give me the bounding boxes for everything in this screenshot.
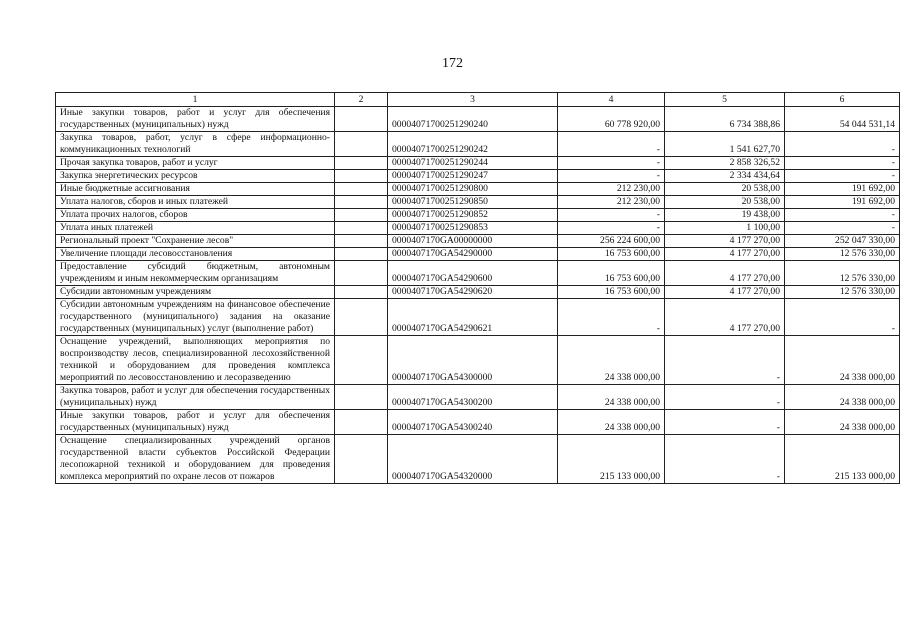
row-value-5: 4 177 270,00 bbox=[665, 261, 785, 286]
row-value-5: 4 177 270,00 bbox=[665, 235, 785, 248]
row-value-4: 256 224 600,00 bbox=[558, 235, 665, 248]
row-value-4: 24 338 000,00 bbox=[558, 410, 665, 435]
table-row bbox=[56, 157, 900, 170]
budget-table bbox=[55, 92, 900, 484]
row-name: Иные закупки товаров, работ и услуг для обеспечения государственных (муниципальных) нужд bbox=[56, 410, 335, 435]
row-code: 0000407170GA54290600 bbox=[388, 261, 558, 286]
row-value-4: 16 753 600,00 bbox=[558, 286, 665, 299]
row-group bbox=[335, 410, 388, 435]
row-value-4: - bbox=[558, 299, 665, 336]
row-code: 00004071700251290850 bbox=[388, 196, 558, 209]
row-code: 00004071700251290852 bbox=[388, 209, 558, 222]
row-value-6: 12 576 330,00 bbox=[785, 248, 900, 261]
row-value-4: - bbox=[558, 132, 665, 157]
row-name: Закупка товаров, работ, услуг в сфере информационно-коммуникационных технологий bbox=[56, 132, 335, 157]
table-row bbox=[56, 183, 900, 196]
row-value-5: - bbox=[665, 385, 785, 410]
row-group bbox=[335, 132, 388, 157]
row-name: Иные бюджетные ассигнования bbox=[56, 183, 335, 196]
row-value-5: 2 334 434,64 bbox=[665, 170, 785, 183]
row-value-4: 212 230,00 bbox=[558, 183, 665, 196]
row-value-4: 16 753 600,00 bbox=[558, 248, 665, 261]
row-code: 0000407170GA00000000 bbox=[388, 235, 558, 248]
row-value-5: 1 100,00 bbox=[665, 222, 785, 235]
row-group bbox=[335, 209, 388, 222]
row-code: 00004071700251290240 bbox=[388, 107, 558, 132]
table-row bbox=[56, 107, 900, 132]
row-name: Прочая закупка товаров, работ и услуг bbox=[56, 157, 335, 170]
header-col-3: 3 bbox=[388, 93, 558, 107]
row-value-4: - bbox=[558, 222, 665, 235]
row-group bbox=[335, 107, 388, 132]
row-code: 00004071700251290244 bbox=[388, 157, 558, 170]
row-group bbox=[335, 248, 388, 261]
row-group bbox=[335, 299, 388, 336]
row-name: Уплата налогов, сборов и иных платежей bbox=[56, 196, 335, 209]
table-row bbox=[56, 248, 900, 261]
row-group bbox=[335, 435, 388, 484]
header-col-1: 1 bbox=[56, 93, 335, 107]
row-value-5: 20 538,00 bbox=[665, 196, 785, 209]
table-row bbox=[56, 286, 900, 299]
row-value-6: 191 692,00 bbox=[785, 196, 900, 209]
header-col-4: 4 bbox=[558, 93, 665, 107]
row-group bbox=[335, 222, 388, 235]
row-name: Уплата иных платежей bbox=[56, 222, 335, 235]
row-group bbox=[335, 385, 388, 410]
row-code: 0000407170GA54290621 bbox=[388, 299, 558, 336]
row-value-6: - bbox=[785, 157, 900, 170]
row-name: Предоставление субсидий бюджетным, автономным учреждениям и иным некоммерческим организациям bbox=[56, 261, 335, 286]
table-row bbox=[56, 410, 900, 435]
row-value-5: 4 177 270,00 bbox=[665, 299, 785, 336]
row-name: Увеличение площади лесовосстановления bbox=[56, 248, 335, 261]
row-value-5: 4 177 270,00 bbox=[665, 248, 785, 261]
row-value-4: 16 753 600,00 bbox=[558, 261, 665, 286]
row-code: 0000407170GA54290620 bbox=[388, 286, 558, 299]
row-code: 0000407170GA54300240 bbox=[388, 410, 558, 435]
row-value-6: - bbox=[785, 132, 900, 157]
row-value-4: - bbox=[558, 157, 665, 170]
row-code: 0000407170GA54300000 bbox=[388, 336, 558, 385]
row-name: Закупка товаров, работ и услуг для обеспечения государственных (муниципальных) нужд bbox=[56, 385, 335, 410]
row-value-5: - bbox=[665, 410, 785, 435]
table-row bbox=[56, 209, 900, 222]
row-value-4: 215 133 000,00 bbox=[558, 435, 665, 484]
row-name: Закупка энергетических ресурсов bbox=[56, 170, 335, 183]
row-value-5: - bbox=[665, 336, 785, 385]
row-code: 00004071700251290853 bbox=[388, 222, 558, 235]
row-value-6: 12 576 330,00 bbox=[785, 261, 900, 286]
row-group bbox=[335, 336, 388, 385]
row-group bbox=[335, 196, 388, 209]
row-name: Региональный проект "Сохранение лесов" bbox=[56, 235, 335, 248]
row-value-4: 212 230,00 bbox=[558, 196, 665, 209]
row-value-5: - bbox=[665, 435, 785, 484]
row-code: 0000407170GA54300200 bbox=[388, 385, 558, 410]
row-name: Оснащение учреждений, выполняющих мероприятия по воспроизводству лесов, специализированной лесохозяйственной техникой и оборудованием для проведения комплекса мероприятий по лесовосстановлению и лесоразведению bbox=[56, 336, 335, 385]
row-group bbox=[335, 286, 388, 299]
header-col-6: 6 bbox=[785, 93, 900, 107]
header-col-2: 2 bbox=[335, 93, 388, 107]
row-value-6: 191 692,00 bbox=[785, 183, 900, 196]
row-value-6: 54 044 531,14 bbox=[785, 107, 900, 132]
row-value-5: 1 541 627,70 bbox=[665, 132, 785, 157]
row-value-4: 24 338 000,00 bbox=[558, 385, 665, 410]
row-name: Оснащение специализированных учреждений органов государственной власти субъектов Российской Федерации лесопожарной техникой и оборудованием для проведения комплекса мероприятий по охране лесов от пожаров bbox=[56, 435, 335, 484]
row-group bbox=[335, 235, 388, 248]
row-value-5: 19 438,00 bbox=[665, 209, 785, 222]
row-group bbox=[335, 157, 388, 170]
row-value-6: 24 338 000,00 bbox=[785, 385, 900, 410]
page-number: 172 bbox=[442, 56, 463, 71]
row-code: 0000407170GA54320000 bbox=[388, 435, 558, 484]
row-value-4: - bbox=[558, 170, 665, 183]
row-name: Субсидии автономным учреждениям bbox=[56, 286, 335, 299]
table-row bbox=[56, 385, 900, 410]
row-value-4: 24 338 000,00 bbox=[558, 336, 665, 385]
row-group bbox=[335, 261, 388, 286]
row-group bbox=[335, 183, 388, 196]
header-row bbox=[56, 93, 900, 107]
table-row bbox=[56, 235, 900, 248]
row-value-6: 215 133 000,00 bbox=[785, 435, 900, 484]
row-value-6: 12 576 330,00 bbox=[785, 286, 900, 299]
row-value-6: - bbox=[785, 299, 900, 336]
row-group bbox=[335, 170, 388, 183]
row-name: Субсидии автономным учреждениям на финансовое обеспечение государственного (муниципального) задания на оказание государственных (муниципальных) услуг (выполнение работ) bbox=[56, 299, 335, 336]
table-row bbox=[56, 196, 900, 209]
row-code: 00004071700251290800 bbox=[388, 183, 558, 196]
table-row bbox=[56, 435, 900, 484]
row-value-6: 24 338 000,00 bbox=[785, 410, 900, 435]
row-value-6: 252 047 330,00 bbox=[785, 235, 900, 248]
row-code: 00004071700251290242 bbox=[388, 132, 558, 157]
table-row bbox=[56, 132, 900, 157]
row-value-5: 2 858 326,52 bbox=[665, 157, 785, 170]
table-row bbox=[56, 222, 900, 235]
row-value-5: 20 538,00 bbox=[665, 183, 785, 196]
table-row bbox=[56, 336, 900, 385]
table-row bbox=[56, 261, 900, 286]
row-code: 0000407170GA54290000 bbox=[388, 248, 558, 261]
row-value-5: 4 177 270,00 bbox=[665, 286, 785, 299]
table-row bbox=[56, 299, 900, 336]
row-code: 00004071700251290247 bbox=[388, 170, 558, 183]
row-value-5: 6 734 388,86 bbox=[665, 107, 785, 132]
row-value-6: - bbox=[785, 170, 900, 183]
row-name: Уплата прочих налогов, сборов bbox=[56, 209, 335, 222]
row-value-4: - bbox=[558, 209, 665, 222]
row-name: Иные закупки товаров, работ и услуг для обеспечения государственных (муниципальных) нужд bbox=[56, 107, 335, 132]
table-row bbox=[56, 170, 900, 183]
row-value-6: 24 338 000,00 bbox=[785, 336, 900, 385]
header-col-5: 5 bbox=[665, 93, 785, 107]
row-value-4: 60 778 920,00 bbox=[558, 107, 665, 132]
row-value-6: - bbox=[785, 222, 900, 235]
row-value-6: - bbox=[785, 209, 900, 222]
